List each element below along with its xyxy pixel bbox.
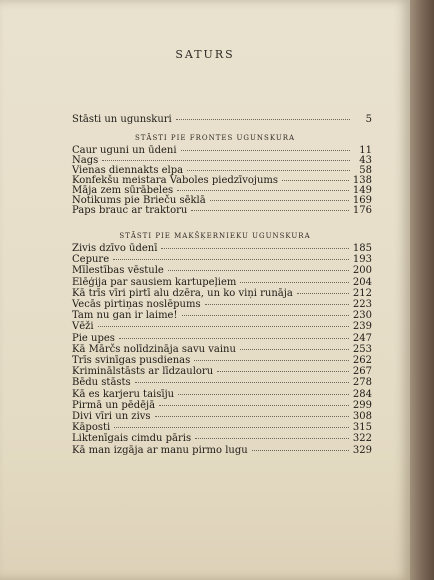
toc-entry-title: Kā es karjeru taisīju bbox=[72, 388, 175, 400]
toc-entry-title: Elēģija par sausiem kartupeļiem bbox=[72, 276, 237, 288]
toc-entry bbox=[72, 422, 372, 434]
leader-dots bbox=[240, 349, 349, 350]
leader-dots bbox=[182, 315, 349, 316]
leader-dots bbox=[161, 248, 348, 249]
leader-dots bbox=[98, 326, 349, 327]
toc-entry-page: 267 bbox=[352, 366, 372, 378]
toc-entry-title: Divi vīri un zivs bbox=[72, 411, 151, 422]
toc-entry-title: Paps brauc ar traktoru bbox=[72, 205, 188, 216]
leader-dots bbox=[159, 405, 349, 406]
toc-entry-title: Stāsti un ugunskuri bbox=[72, 114, 172, 125]
toc-entry bbox=[72, 299, 372, 311]
leader-dots bbox=[240, 282, 349, 283]
section-heading: STĀSTI PIE MAKŠĶERNIEKU UGUNSKURA bbox=[119, 232, 311, 240]
toc-entry-page: 299 bbox=[352, 399, 372, 411]
leader-dots bbox=[210, 200, 349, 201]
leader-dots bbox=[155, 416, 349, 417]
toc-entry-page: 11 bbox=[359, 145, 372, 156]
toc-entry-page: 169 bbox=[352, 195, 372, 206]
toc-entry-page: 262 bbox=[352, 355, 372, 366]
toc-entry bbox=[72, 433, 372, 445]
toc-entry-page: 43 bbox=[359, 155, 372, 166]
toc-entry bbox=[72, 288, 372, 300]
leader-dots bbox=[176, 119, 350, 120]
toc-entry bbox=[72, 389, 372, 401]
toc-entry-title: Kriminālstāsts ar līdzauloru bbox=[72, 366, 214, 378]
toc-entry-title: Vienas diennakts elpa bbox=[72, 165, 184, 176]
leader-dots bbox=[297, 293, 349, 294]
toc-entry bbox=[72, 377, 372, 389]
book-edge bbox=[410, 0, 434, 580]
toc-entry-page: 329 bbox=[352, 444, 372, 456]
toc-entry-title: Zivis dzīvo ūdenī bbox=[72, 243, 158, 254]
toc-entry-page: 315 bbox=[352, 422, 372, 434]
toc-entry-title: Vecās pirtiņas noslēpums bbox=[72, 299, 201, 310]
toc-entry-title: Pie upes bbox=[72, 332, 115, 344]
leader-dots bbox=[102, 160, 350, 161]
toc-entry-title: Trīs svinīgas pusdienas bbox=[72, 355, 191, 366]
leader-dots bbox=[119, 338, 349, 339]
toc-entry bbox=[72, 243, 372, 255]
page-title: SATURS bbox=[175, 48, 235, 61]
toc-entry bbox=[72, 321, 372, 333]
leader-dots bbox=[194, 360, 349, 361]
leader-dots bbox=[135, 382, 349, 383]
toc-entry-title: Kā man izgāja ar manu pirmo lugu bbox=[72, 444, 248, 456]
toc-entry-page: 200 bbox=[352, 265, 372, 277]
toc-entry-page: 322 bbox=[352, 433, 372, 445]
toc-entry bbox=[72, 310, 372, 322]
leader-dots bbox=[168, 270, 349, 271]
toc-entry-title: Māja zem sūrābeles bbox=[72, 185, 174, 196]
leader-dots bbox=[114, 427, 349, 428]
leader-dots bbox=[177, 190, 349, 191]
toc-entry bbox=[72, 277, 372, 289]
leader-dots bbox=[178, 394, 349, 395]
toc-entry bbox=[72, 355, 372, 367]
toc-entry bbox=[72, 265, 372, 277]
toc-entry-page: 138 bbox=[352, 175, 372, 186]
toc-entry-title: Kāposti bbox=[72, 422, 111, 434]
toc-entry-page: 239 bbox=[352, 321, 372, 333]
toc-entry-title: Caur uguni un ūdeni bbox=[72, 145, 177, 156]
toc-entry-title: Kā Mārčs nolīdzināja savu vainu bbox=[72, 343, 236, 355]
leader-dots bbox=[181, 150, 350, 151]
toc-entry bbox=[72, 114, 372, 126]
toc-entry bbox=[72, 333, 372, 345]
toc-entry bbox=[72, 366, 372, 378]
toc-entry-page: 308 bbox=[352, 411, 372, 422]
toc-entry-page: 204 bbox=[352, 276, 372, 288]
toc-entry-page: 278 bbox=[352, 377, 372, 389]
toc-entry bbox=[72, 400, 372, 412]
toc-entry-title: Cepure bbox=[72, 254, 110, 266]
toc-entry-title: Kā trīs vīri pirtī alu dzēra, un ko viņi runāja bbox=[72, 287, 293, 299]
toc-entry bbox=[72, 205, 372, 217]
toc-entry-page: 212 bbox=[352, 287, 372, 299]
leader-dots bbox=[205, 304, 349, 305]
leader-dots bbox=[195, 438, 349, 439]
toc-entry bbox=[72, 344, 372, 356]
toc-entry-title: Tam nu gan ir laime! bbox=[72, 310, 178, 322]
toc-entry-title: Notikums pie Brieču sēklā bbox=[72, 195, 206, 206]
toc-entry-title: Konfekšu meistara Vaboles piedzīvojums bbox=[72, 175, 279, 186]
toc-entry-page: 253 bbox=[352, 343, 372, 355]
toc-entry-page: 284 bbox=[352, 388, 372, 400]
toc-entry-title: Mīlestības vēstule bbox=[72, 265, 164, 277]
toc-entry-page: 247 bbox=[352, 332, 372, 344]
toc-entry-title: Nags bbox=[72, 155, 99, 166]
leader-dots bbox=[113, 259, 349, 260]
toc-entry-title: Bēdu stāsts bbox=[72, 377, 131, 389]
leader-dots bbox=[282, 180, 349, 181]
leader-dots bbox=[191, 210, 349, 211]
leader-dots bbox=[217, 371, 349, 372]
toc-entry-page: 185 bbox=[352, 243, 372, 254]
toc-entry bbox=[72, 411, 372, 423]
toc-entry-page: 230 bbox=[352, 310, 372, 322]
toc-entry-page: 176 bbox=[352, 205, 372, 216]
toc-entry-page: 5 bbox=[365, 114, 372, 125]
toc-entry-page: 149 bbox=[352, 185, 372, 196]
toc-entry-page: 193 bbox=[352, 254, 372, 266]
toc-entry bbox=[72, 254, 372, 266]
leader-dots bbox=[187, 170, 350, 171]
toc-entry bbox=[72, 445, 372, 457]
leader-dots bbox=[252, 450, 349, 451]
section-heading: STĀSTI PIE FRONTES UGUNSKURA bbox=[134, 134, 296, 142]
toc-entry-page: 223 bbox=[352, 299, 372, 310]
toc-entry-title: Liktenīgais cimdu pāris bbox=[72, 433, 192, 445]
toc-entry-title: Pirmā un pēdējā bbox=[72, 399, 156, 411]
toc-entry-title: Vēži bbox=[72, 321, 94, 333]
toc-entry-page: 58 bbox=[359, 165, 372, 176]
